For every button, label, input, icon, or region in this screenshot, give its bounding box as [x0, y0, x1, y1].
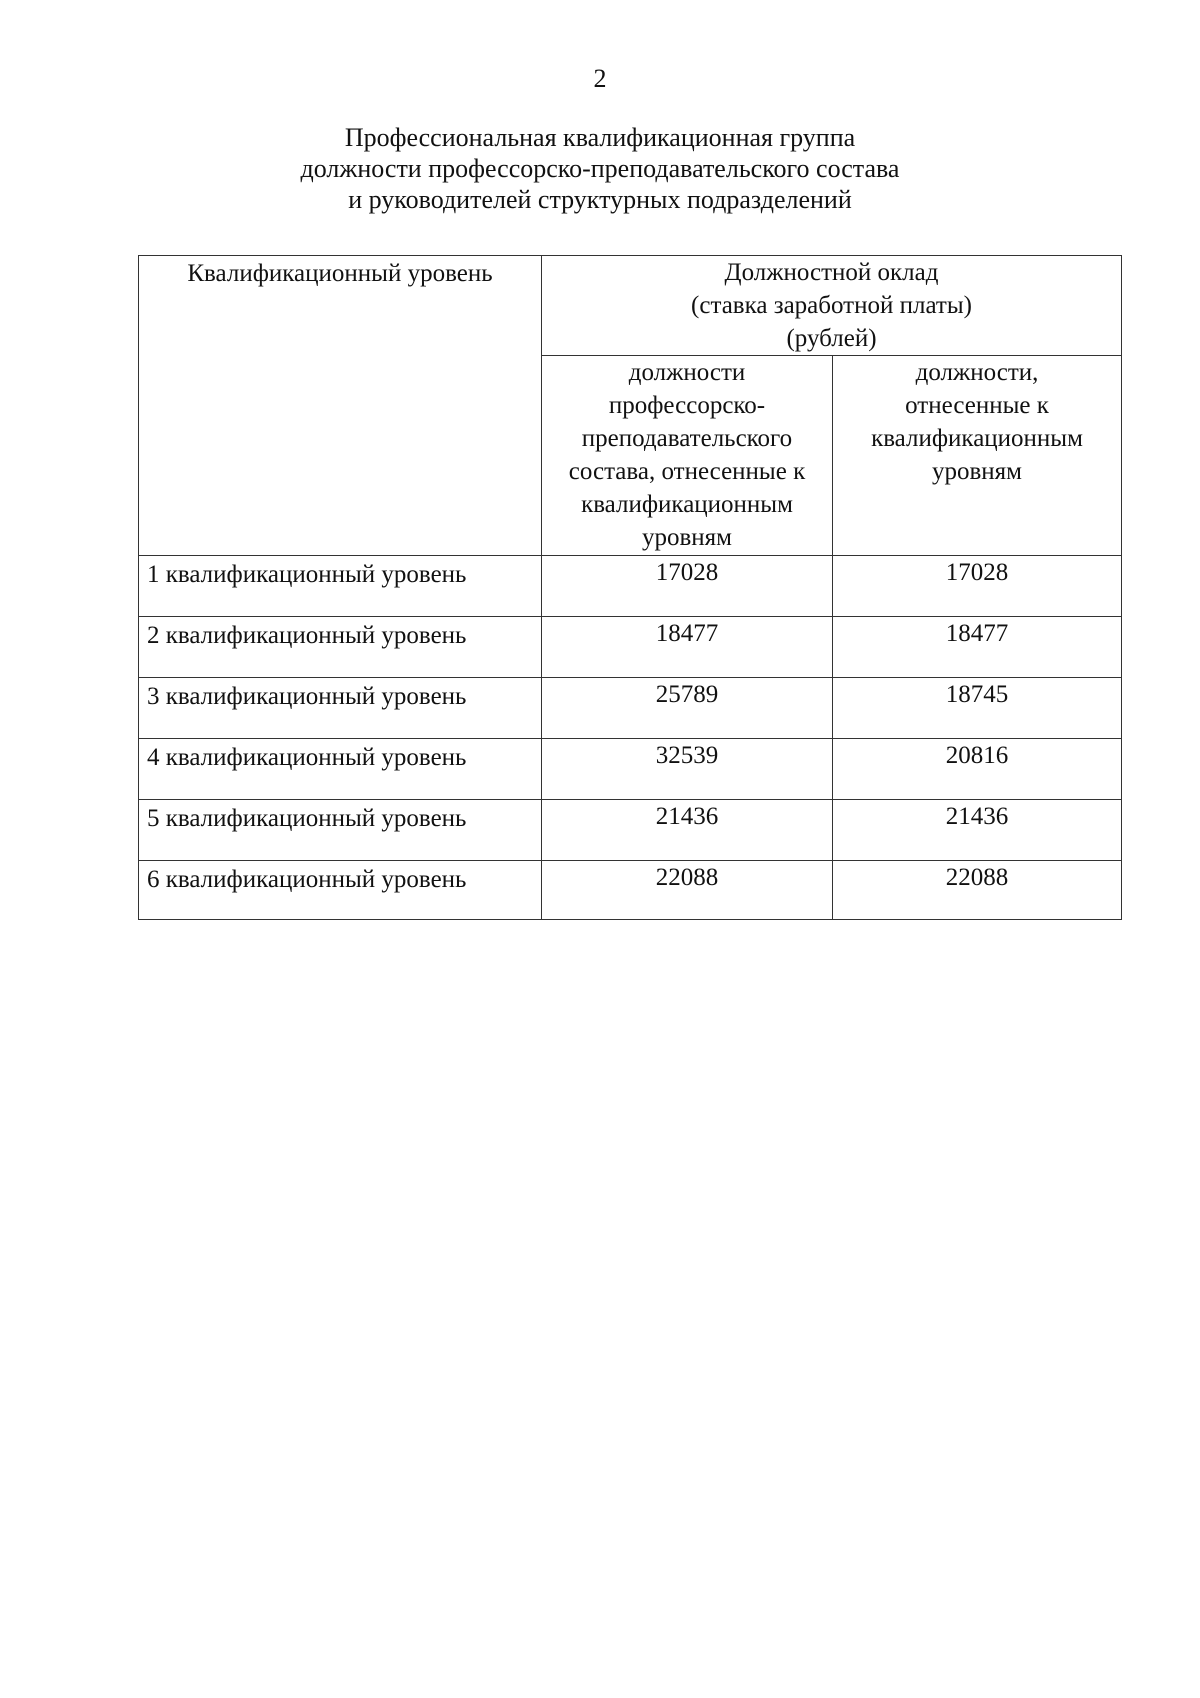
header-salary-line: Должностной оклад: [724, 259, 939, 286]
header-teaching-line: должности: [628, 359, 746, 386]
header-other-line: должности,: [915, 359, 1039, 386]
header-teaching-line: уровням: [641, 524, 732, 551]
teaching-salary-cell: 25789: [542, 678, 833, 739]
teaching-salary-cell: 32539: [542, 739, 833, 800]
level-cell: 5 квалификационный уровень: [139, 800, 542, 861]
header-level-label: Квалификационный уровень: [187, 260, 493, 287]
table-row: [139, 800, 1122, 861]
header-other-line: уровням: [932, 458, 1023, 485]
other-salary-cell: 21436: [833, 800, 1122, 861]
other-salary-cell: 22088: [833, 861, 1122, 920]
table-row: [139, 617, 1122, 678]
teaching-salary-cell: 22088: [542, 861, 833, 920]
level-cell: 6 квалификационный уровень: [139, 861, 542, 920]
header-other-positions-cell: [833, 356, 1122, 556]
other-salary-cell: 20816: [833, 739, 1122, 800]
level-cell: 2 квалификационный уровень: [139, 617, 542, 678]
table-row: [139, 861, 1122, 920]
header-salary-line: (рублей): [786, 325, 877, 352]
heading-line: Профессиональная квалификационная группа: [344, 123, 856, 152]
heading-line: и руководителей структурных подразделений: [348, 185, 852, 214]
page-number: 2: [593, 64, 607, 93]
header-salary-cell: [542, 256, 1122, 356]
other-salary-cell: 18477: [833, 617, 1122, 678]
header-teaching-line: профессорско-: [608, 392, 766, 419]
level-cell: 4 квалификационный уровень: [139, 739, 542, 800]
teaching-salary-cell: 17028: [542, 556, 833, 617]
salary-table: [138, 255, 1122, 920]
header-level-cell: [139, 256, 542, 556]
other-salary-cell: 18745: [833, 678, 1122, 739]
level-cell: 3 квалификационный уровень: [139, 678, 542, 739]
other-salary-cell: 17028: [833, 556, 1122, 617]
header-salary-line: (ставка заработной платы): [691, 292, 972, 319]
header-other-line: отнесенные к: [905, 392, 1049, 419]
table-row: [139, 739, 1122, 800]
header-teaching-line: преподавательского: [581, 425, 793, 452]
table-row: [139, 678, 1122, 739]
document-heading: [0, 122, 1200, 215]
header-teaching-staff-cell: [542, 356, 833, 556]
header-other-line: квалификационным: [871, 425, 1083, 452]
header-teaching-line: состава, отнесенные к: [568, 458, 806, 485]
teaching-salary-cell: 21436: [542, 800, 833, 861]
header-teaching-line: квалификационным: [581, 491, 793, 518]
table-header-row: [139, 256, 1122, 356]
heading-line: должности профессорско-преподавательского состава: [300, 154, 900, 183]
table-row: [139, 556, 1122, 617]
level-cell: 1 квалификационный уровень: [139, 556, 542, 617]
teaching-salary-cell: 18477: [542, 617, 833, 678]
